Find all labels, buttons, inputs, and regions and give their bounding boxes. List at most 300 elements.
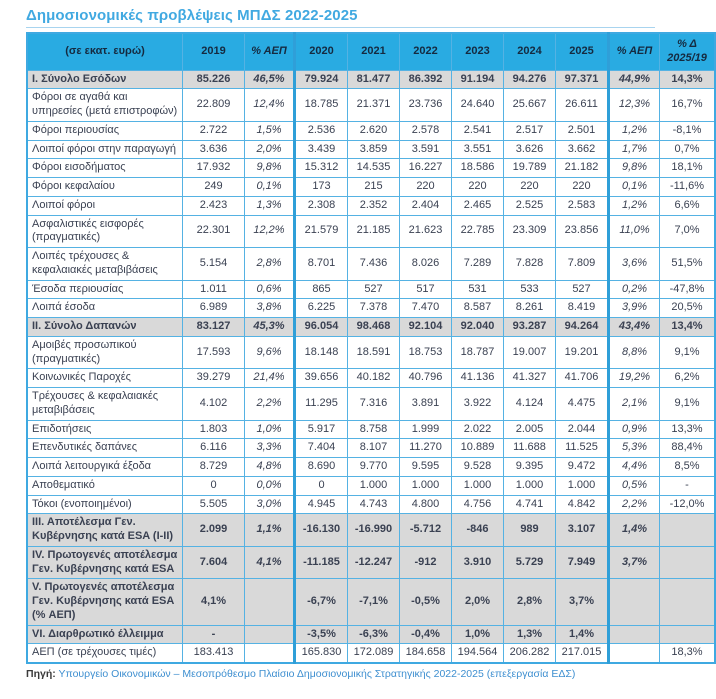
value-cell: 220 — [556, 178, 609, 197]
value-cell: 23.856 — [556, 215, 609, 248]
value-cell: 2.099 — [183, 514, 245, 547]
value-cell: 94.276 — [504, 70, 556, 89]
row-label: ΑΕΠ (σε τρέχουσες τιμές) — [27, 644, 183, 663]
value-cell: 1,7% — [609, 140, 660, 159]
value-cell — [245, 625, 295, 644]
row-label: Φόροι κεφαλαίου — [27, 178, 183, 197]
value-cell: 11.295 — [295, 388, 348, 421]
value-cell: 517 — [400, 280, 452, 299]
value-cell: 3,7% — [556, 579, 609, 625]
value-cell: 3.922 — [452, 388, 504, 421]
page-title: Δημοσιονομικές προβλέψεις ΜΠΔΣ 2022-2025 — [26, 7, 655, 28]
value-cell: 1.011 — [183, 280, 245, 299]
value-cell: 4.756 — [452, 495, 504, 514]
row-label: VΙ. Διαρθρωτικό έλλειμμα — [27, 625, 183, 644]
row-label: ΙΙΙ. Αποτέλεσμα Γεν. Κυβέρνησης κατά ESA (Ι-ΙΙ) — [27, 514, 183, 547]
column-header: 2025 — [556, 33, 609, 70]
value-cell: 3,6% — [609, 248, 660, 281]
column-header: 2023 — [452, 33, 504, 70]
value-cell: 15.312 — [295, 159, 348, 178]
value-cell: 94.264 — [556, 318, 609, 337]
value-cell: 2.620 — [348, 121, 400, 140]
value-cell: 2,8% — [245, 248, 295, 281]
value-cell: 9.528 — [452, 458, 504, 477]
row-label: Λοιπά έσοδα — [27, 299, 183, 318]
value-cell: 14,3% — [660, 70, 716, 89]
header-row — [27, 33, 715, 70]
value-cell: 2.423 — [183, 196, 245, 215]
value-cell: 22.301 — [183, 215, 245, 248]
value-cell: 26.611 — [556, 89, 609, 122]
value-cell: 79.924 — [295, 70, 348, 89]
value-cell: 21,4% — [245, 369, 295, 388]
value-cell: 19.789 — [504, 159, 556, 178]
value-cell: 2.501 — [556, 121, 609, 140]
row-label: Φόροι σε αγαθά και υπηρεσίες (μετά επιστροφών) — [27, 89, 183, 122]
table-row — [27, 215, 715, 248]
column-header: 2022 — [400, 33, 452, 70]
row-label: Έσοδα περιουσίας — [27, 280, 183, 299]
value-cell: 3,0% — [245, 495, 295, 514]
value-cell: 46,5% — [245, 70, 295, 89]
value-cell: -0,4% — [400, 625, 452, 644]
value-cell: 5.505 — [183, 495, 245, 514]
value-cell: 22.785 — [452, 215, 504, 248]
value-cell: 3.910 — [452, 546, 504, 579]
value-cell: 43,4% — [609, 318, 660, 337]
value-cell: 183.413 — [183, 644, 245, 663]
value-cell: 7.949 — [556, 546, 609, 579]
value-cell: 11,0% — [609, 215, 660, 248]
value-cell: 16.227 — [400, 159, 452, 178]
column-header: % Δ 2025/19 — [660, 33, 716, 70]
value-cell: 6.116 — [183, 439, 245, 458]
value-cell: 85.226 — [183, 70, 245, 89]
value-cell: 11.688 — [504, 439, 556, 458]
value-cell: 19.007 — [504, 336, 556, 369]
value-cell: 8.419 — [556, 299, 609, 318]
value-cell: -0,5% — [400, 579, 452, 625]
value-cell: 4.741 — [504, 495, 556, 514]
source-note — [26, 668, 655, 680]
value-cell: 1,0% — [452, 625, 504, 644]
table-row — [27, 336, 715, 369]
value-cell: 4,4% — [609, 458, 660, 477]
value-cell: 20,5% — [660, 299, 716, 318]
row-label: Λοιπά λειτουργικά έξοδα — [27, 458, 183, 477]
value-cell: 12,4% — [245, 89, 295, 122]
value-cell: 527 — [348, 280, 400, 299]
value-cell: 194.564 — [452, 644, 504, 663]
value-cell: 8,8% — [609, 336, 660, 369]
value-cell: -12,0% — [660, 495, 716, 514]
column-header: 2024 — [504, 33, 556, 70]
fiscal-projections-table — [26, 32, 716, 664]
value-cell: 0,2% — [609, 280, 660, 299]
value-cell: 2.022 — [452, 420, 504, 439]
value-cell: 4.800 — [400, 495, 452, 514]
value-cell: 8.026 — [400, 248, 452, 281]
table-row — [27, 644, 715, 663]
value-cell: 1,3% — [245, 196, 295, 215]
value-cell: 1,2% — [609, 121, 660, 140]
value-cell: 2.517 — [504, 121, 556, 140]
row-label: Επενδυτικές δαπάνες — [27, 439, 183, 458]
table-row — [27, 388, 715, 421]
value-cell: 6.989 — [183, 299, 245, 318]
value-cell: 8.701 — [295, 248, 348, 281]
value-cell: 8.690 — [295, 458, 348, 477]
value-cell: 9,1% — [660, 388, 716, 421]
table-row — [27, 420, 715, 439]
row-label: Λοιποί φόροι — [27, 196, 183, 215]
table-row — [27, 159, 715, 178]
value-cell: 5.729 — [504, 546, 556, 579]
value-cell: 96.054 — [295, 318, 348, 337]
value-cell: -6,3% — [348, 625, 400, 644]
value-cell: 217.015 — [556, 644, 609, 663]
row-label: ΙΙ. Σύνολο Δαπανών — [27, 318, 183, 337]
value-cell: 0,5% — [609, 476, 660, 495]
value-cell: 9,8% — [609, 159, 660, 178]
value-cell: 4,8% — [245, 458, 295, 477]
value-cell: 184.658 — [400, 644, 452, 663]
value-cell: 25.667 — [504, 89, 556, 122]
value-cell: 83.127 — [183, 318, 245, 337]
table-row — [27, 70, 715, 89]
value-cell: 8.587 — [452, 299, 504, 318]
value-cell: 3.662 — [556, 140, 609, 159]
value-cell: 14.535 — [348, 159, 400, 178]
value-cell: 1,0% — [245, 420, 295, 439]
row-label: Ασφαλιστικές εισφορές (πραγματικές) — [27, 215, 183, 248]
value-cell: 9.770 — [348, 458, 400, 477]
table-row — [27, 369, 715, 388]
value-cell: 1.000 — [556, 476, 609, 495]
value-cell: 2,0% — [452, 579, 504, 625]
value-cell: 88,4% — [660, 439, 716, 458]
value-cell: 3.439 — [295, 140, 348, 159]
value-cell: 13,3% — [660, 420, 716, 439]
value-cell: 172.089 — [348, 644, 400, 663]
value-cell: 86.392 — [400, 70, 452, 89]
value-cell: 0 — [183, 476, 245, 495]
row-label: ΙV. Πρωτογενές αποτέλεσμα Γεν. Κυβέρνησης κατά ESA — [27, 546, 183, 579]
row-label: Φόροι εισοδήματος — [27, 159, 183, 178]
value-cell: 16,7% — [660, 89, 716, 122]
value-cell: 19,2% — [609, 369, 660, 388]
value-cell: 18.785 — [295, 89, 348, 122]
value-cell: 1.000 — [400, 476, 452, 495]
value-cell: - — [183, 625, 245, 644]
row-label: Επιδοτήσεις — [27, 420, 183, 439]
row-label: Κοινωνικές Παροχές — [27, 369, 183, 388]
value-cell: 7.809 — [556, 248, 609, 281]
value-cell: 2.404 — [400, 196, 452, 215]
value-cell: 2.583 — [556, 196, 609, 215]
value-cell: 22.809 — [183, 89, 245, 122]
value-cell: 7.470 — [400, 299, 452, 318]
column-header: (σε εκατ. ευρώ) — [27, 33, 183, 70]
value-cell: 93.287 — [504, 318, 556, 337]
value-cell: 531 — [452, 280, 504, 299]
value-cell: 215 — [348, 178, 400, 197]
source-label: Πηγή: — [26, 668, 56, 680]
value-cell: 24.640 — [452, 89, 504, 122]
value-cell: 1,4% — [556, 625, 609, 644]
value-cell: 9.472 — [556, 458, 609, 477]
value-cell: 23.309 — [504, 215, 556, 248]
value-cell: 527 — [556, 280, 609, 299]
value-cell: 5,3% — [609, 439, 660, 458]
value-cell: 3,8% — [245, 299, 295, 318]
value-cell: 3,7% — [609, 546, 660, 579]
value-cell: 2,1% — [609, 388, 660, 421]
table-row — [27, 140, 715, 159]
value-cell: 8,5% — [660, 458, 716, 477]
value-cell: 97.371 — [556, 70, 609, 89]
value-cell: 220 — [504, 178, 556, 197]
value-cell: 6,6% — [660, 196, 716, 215]
value-cell: 10.889 — [452, 439, 504, 458]
value-cell: 13,4% — [660, 318, 716, 337]
column-header: 2020 — [295, 33, 348, 70]
value-cell: 220 — [452, 178, 504, 197]
value-cell: 21.371 — [348, 89, 400, 122]
value-cell: 1.000 — [348, 476, 400, 495]
value-cell: 41.706 — [556, 369, 609, 388]
value-cell: 7,0% — [660, 215, 716, 248]
value-cell: 7.604 — [183, 546, 245, 579]
value-cell: 8.758 — [348, 420, 400, 439]
value-cell: 39.279 — [183, 369, 245, 388]
value-cell: 1,5% — [245, 121, 295, 140]
table-row — [27, 196, 715, 215]
value-cell: 11.270 — [400, 439, 452, 458]
value-cell: 2,2% — [245, 388, 295, 421]
value-cell: 2,2% — [609, 495, 660, 514]
column-header: 2021 — [348, 33, 400, 70]
value-cell: 1,2% — [609, 196, 660, 215]
value-cell: 2.541 — [452, 121, 504, 140]
row-label: Ι. Σύνολο Εσόδων — [27, 70, 183, 89]
value-cell: 7.378 — [348, 299, 400, 318]
value-cell: 44,9% — [609, 70, 660, 89]
value-cell: 6.225 — [295, 299, 348, 318]
value-cell: 40.182 — [348, 369, 400, 388]
value-cell: 4,1% — [183, 579, 245, 625]
value-cell: 18.148 — [295, 336, 348, 369]
table-row — [27, 89, 715, 122]
value-cell: 3.626 — [504, 140, 556, 159]
value-cell: 1,1% — [245, 514, 295, 547]
value-cell: 21.579 — [295, 215, 348, 248]
row-label: Αποθεματικό — [27, 476, 183, 495]
table-header — [27, 33, 715, 70]
row-label: Αμοιβές προσωπικού (πραγματικές) — [27, 336, 183, 369]
value-cell: -11.185 — [295, 546, 348, 579]
value-cell: 1,4% — [609, 514, 660, 547]
value-cell: 1.803 — [183, 420, 245, 439]
value-cell: 18.586 — [452, 159, 504, 178]
value-cell: 4.475 — [556, 388, 609, 421]
value-cell: 2.352 — [348, 196, 400, 215]
value-cell: 165.830 — [295, 644, 348, 663]
value-cell: 9,1% — [660, 336, 716, 369]
value-cell: 2.465 — [452, 196, 504, 215]
value-cell: 17.932 — [183, 159, 245, 178]
value-cell — [660, 514, 716, 547]
value-cell: -846 — [452, 514, 504, 547]
value-cell — [660, 579, 716, 625]
value-cell: 4.102 — [183, 388, 245, 421]
value-cell: 989 — [504, 514, 556, 547]
value-cell: 81.477 — [348, 70, 400, 89]
value-cell: 0,9% — [609, 420, 660, 439]
value-cell: 41.327 — [504, 369, 556, 388]
value-cell: 21.185 — [348, 215, 400, 248]
table-body — [27, 70, 715, 663]
column-header: % ΑΕΠ — [245, 33, 295, 70]
value-cell: 3.591 — [400, 140, 452, 159]
value-cell — [245, 579, 295, 625]
value-cell: 9,8% — [245, 159, 295, 178]
value-cell: 1,3% — [504, 625, 556, 644]
value-cell: 0 — [295, 476, 348, 495]
value-cell: 12,2% — [245, 215, 295, 248]
value-cell: 0,1% — [609, 178, 660, 197]
value-cell: 7.316 — [348, 388, 400, 421]
value-cell: 18,3% — [660, 644, 716, 663]
value-cell: -3,5% — [295, 625, 348, 644]
value-cell: 45,3% — [245, 318, 295, 337]
row-label: Φόροι περιουσίας — [27, 121, 183, 140]
value-cell: 0,0% — [245, 476, 295, 495]
value-cell — [660, 546, 716, 579]
table-row — [27, 248, 715, 281]
value-cell: 18.787 — [452, 336, 504, 369]
value-cell: 1.999 — [400, 420, 452, 439]
value-cell: 220 — [400, 178, 452, 197]
row-label: Τρέχουσες & κεφαλαιακές μεταβιβάσεις — [27, 388, 183, 421]
value-cell: 18.591 — [348, 336, 400, 369]
value-cell: -8,1% — [660, 121, 716, 140]
value-cell: 3,9% — [609, 299, 660, 318]
value-cell: 5.154 — [183, 248, 245, 281]
value-cell: 41.136 — [452, 369, 504, 388]
column-header: 2019 — [183, 33, 245, 70]
value-cell: 3.636 — [183, 140, 245, 159]
table-row — [27, 318, 715, 337]
value-cell: 249 — [183, 178, 245, 197]
value-cell: 2.005 — [504, 420, 556, 439]
value-cell: -47,8% — [660, 280, 716, 299]
value-cell: 39.656 — [295, 369, 348, 388]
value-cell: -6,7% — [295, 579, 348, 625]
row-label: Λοιποί φόροι στην παραγωγή — [27, 140, 183, 159]
value-cell: -16.130 — [295, 514, 348, 547]
value-cell: 2.525 — [504, 196, 556, 215]
value-cell: 4,1% — [245, 546, 295, 579]
value-cell: 533 — [504, 280, 556, 299]
value-cell: 21.182 — [556, 159, 609, 178]
table-row — [27, 476, 715, 495]
value-cell: 1.000 — [452, 476, 504, 495]
table-row — [27, 280, 715, 299]
value-cell: 4.842 — [556, 495, 609, 514]
value-cell: 0,6% — [245, 280, 295, 299]
table-row — [27, 458, 715, 477]
value-cell: 18,1% — [660, 159, 716, 178]
value-cell: 7.404 — [295, 439, 348, 458]
value-cell: 7.828 — [504, 248, 556, 281]
value-cell: 17.593 — [183, 336, 245, 369]
value-cell: 173 — [295, 178, 348, 197]
value-cell: 2.722 — [183, 121, 245, 140]
value-cell: 12,3% — [609, 89, 660, 122]
value-cell: 2.536 — [295, 121, 348, 140]
row-label: V. Πρωτογενές αποτέλεσμα Γεν. Κυβέρνησης κατά ESA (% ΑΕΠ) — [27, 579, 183, 625]
value-cell: 0,1% — [245, 178, 295, 197]
value-cell — [609, 625, 660, 644]
value-cell: 3,3% — [245, 439, 295, 458]
source-text: Υπουργείο Οικονομικών – Μεσοπρόθεσμο Πλαίσιο Δημοσιονομικής Στρατηγικής 2022-2025 (επεξεργασία ΕΔΣ) — [55, 668, 576, 680]
table-row — [27, 495, 715, 514]
value-cell: -7,1% — [348, 579, 400, 625]
value-cell: 5.917 — [295, 420, 348, 439]
value-cell: 4.945 — [295, 495, 348, 514]
value-cell: 92.040 — [452, 318, 504, 337]
value-cell: 0,7% — [660, 140, 716, 159]
value-cell — [660, 625, 716, 644]
row-label: Τόκοι (ενοποιημένοι) — [27, 495, 183, 514]
table-row — [27, 625, 715, 644]
value-cell: -16.990 — [348, 514, 400, 547]
table-row — [27, 514, 715, 547]
value-cell — [609, 579, 660, 625]
value-cell: 98.468 — [348, 318, 400, 337]
value-cell: 7.289 — [452, 248, 504, 281]
value-cell: 21.623 — [400, 215, 452, 248]
value-cell: 8.729 — [183, 458, 245, 477]
value-cell: 2,0% — [245, 140, 295, 159]
value-cell: 18.753 — [400, 336, 452, 369]
value-cell: 11.525 — [556, 439, 609, 458]
value-cell: 4.124 — [504, 388, 556, 421]
value-cell: 8.107 — [348, 439, 400, 458]
table-row — [27, 299, 715, 318]
value-cell: 4.743 — [348, 495, 400, 514]
value-cell: 865 — [295, 280, 348, 299]
value-cell: -12.247 — [348, 546, 400, 579]
value-cell: 3.551 — [452, 140, 504, 159]
value-cell: 9.395 — [504, 458, 556, 477]
value-cell: 19.201 — [556, 336, 609, 369]
value-cell: 6,2% — [660, 369, 716, 388]
value-cell: 2,8% — [504, 579, 556, 625]
value-cell: 23.736 — [400, 89, 452, 122]
value-cell: 1.000 — [504, 476, 556, 495]
value-cell: -11,6% — [660, 178, 716, 197]
value-cell: 3.107 — [556, 514, 609, 547]
value-cell: -5.712 — [400, 514, 452, 547]
value-cell: -912 — [400, 546, 452, 579]
value-cell: 3.859 — [348, 140, 400, 159]
value-cell — [609, 644, 660, 663]
table-row — [27, 546, 715, 579]
value-cell: - — [660, 476, 716, 495]
value-cell: 2.308 — [295, 196, 348, 215]
